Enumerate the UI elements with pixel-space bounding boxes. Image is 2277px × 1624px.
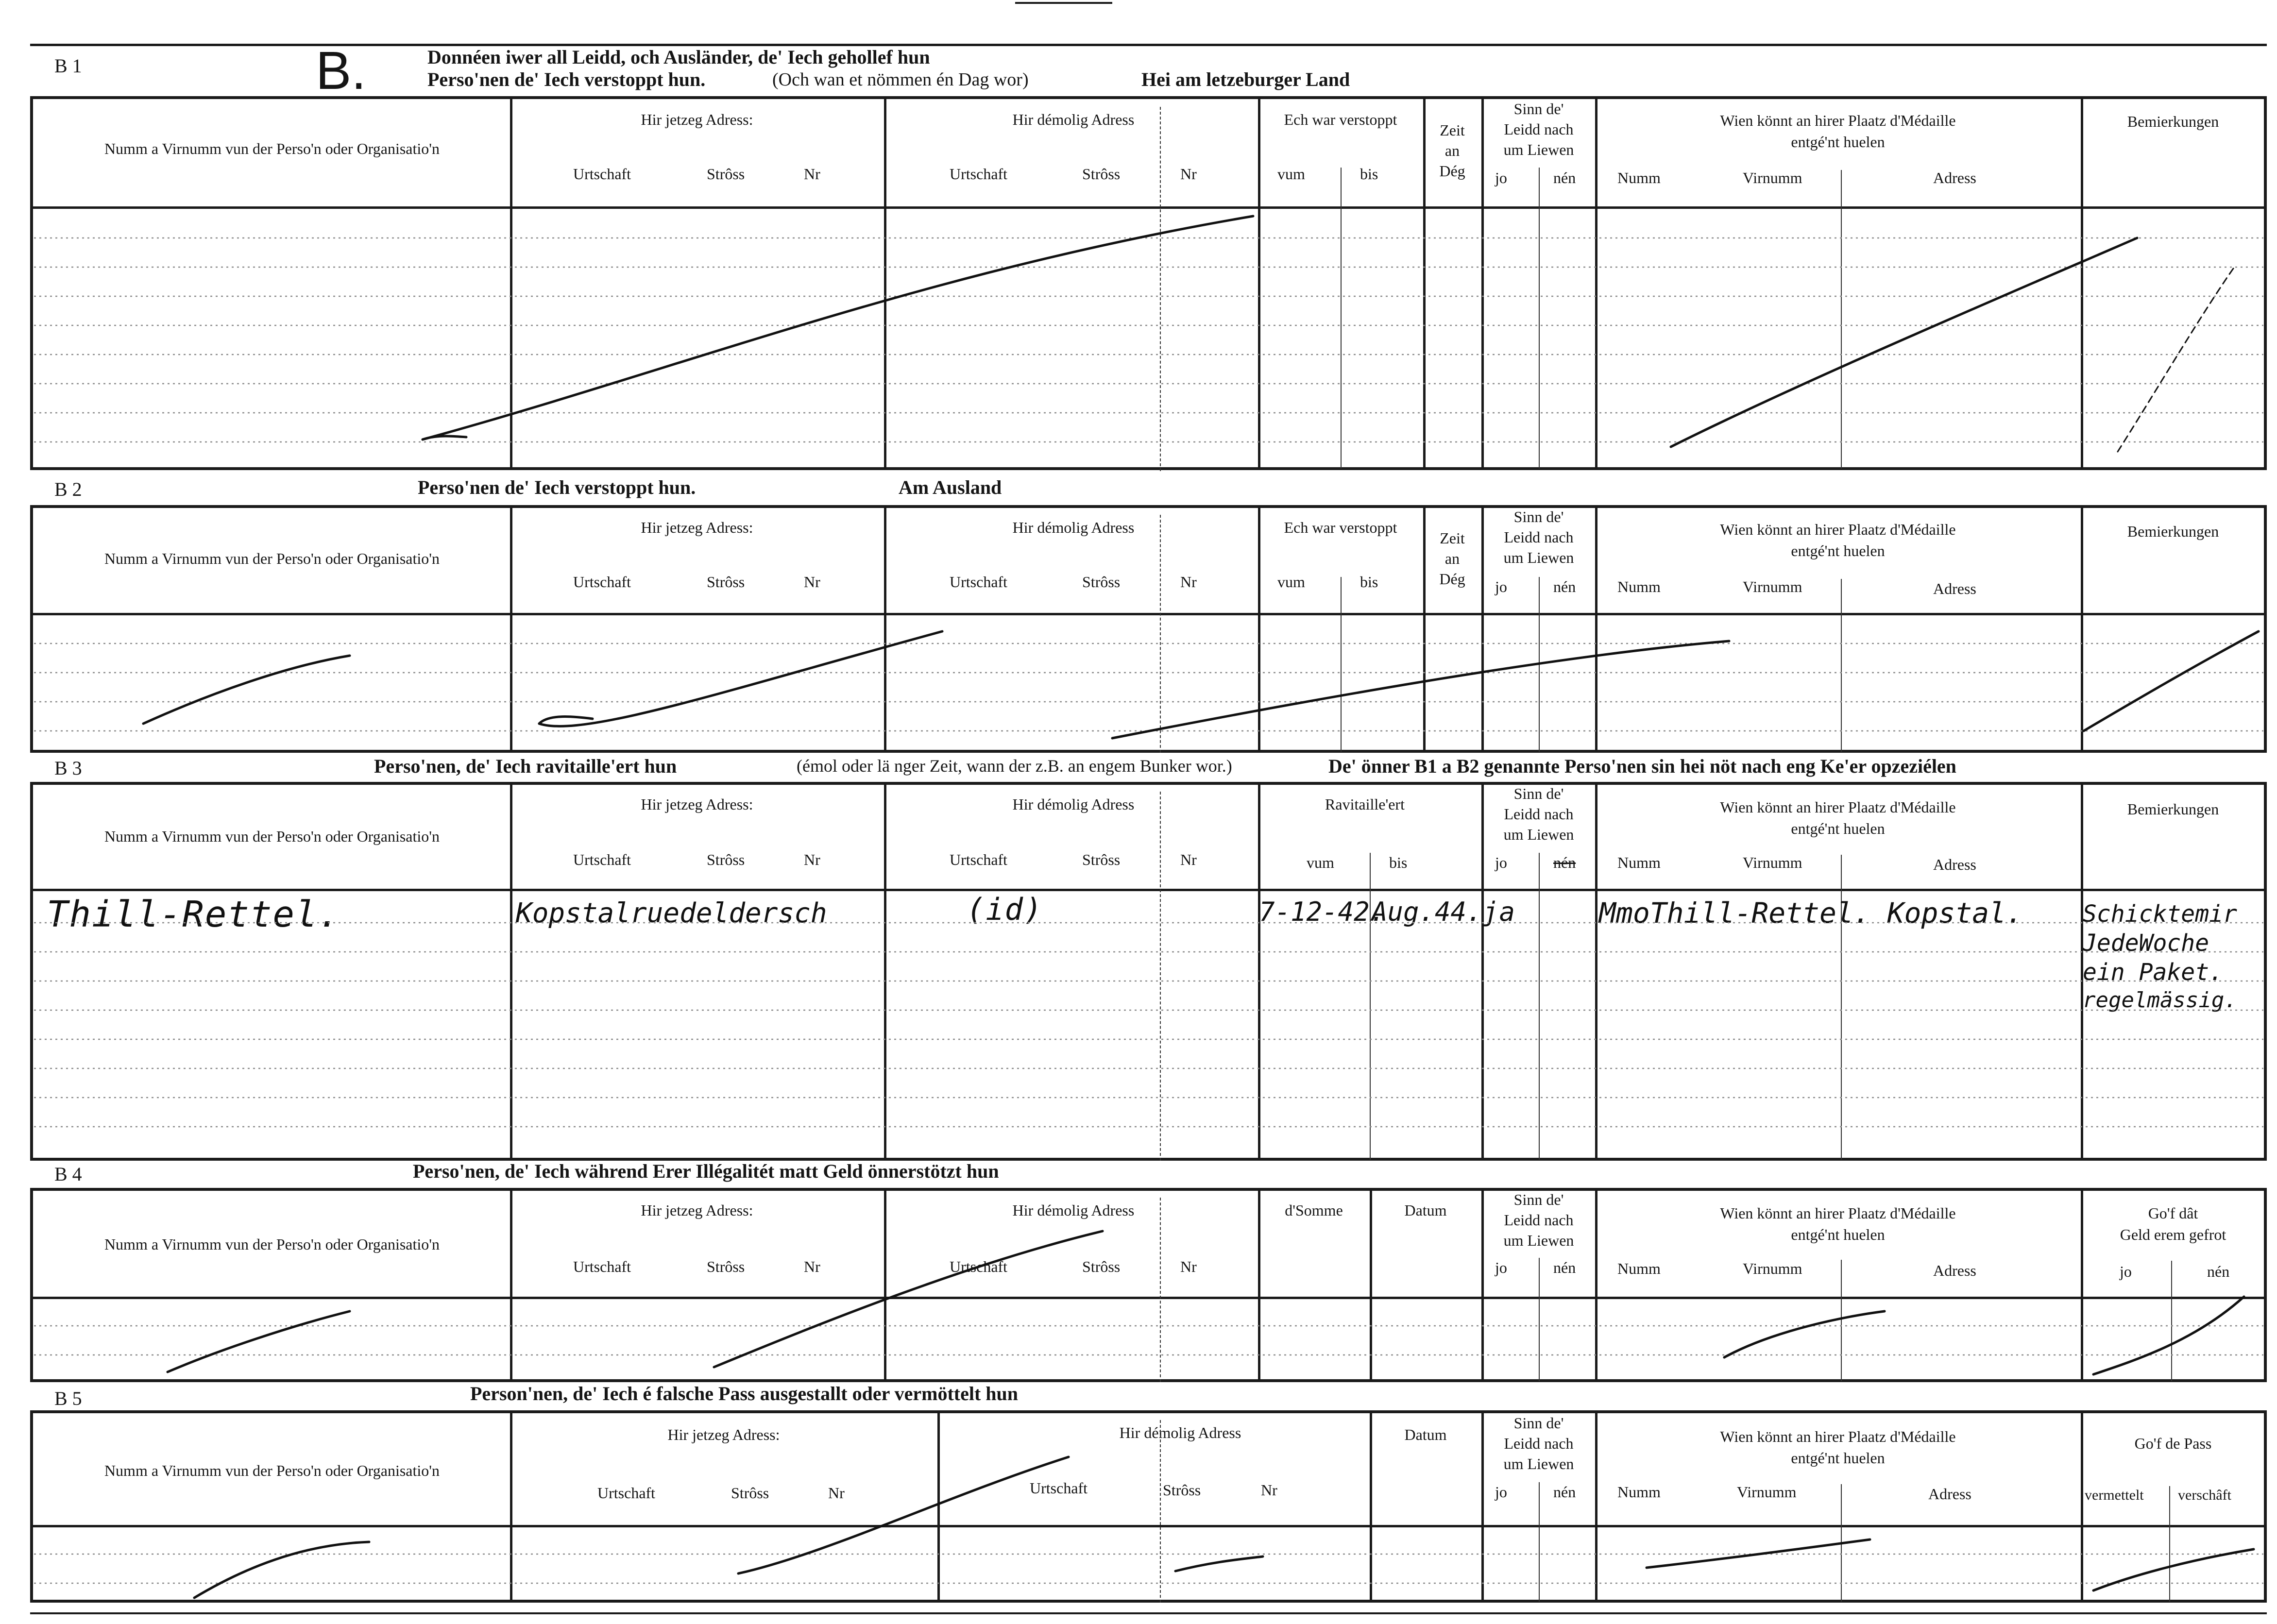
b1-jo: jo: [1495, 169, 1507, 186]
b1-remarks-header: Bemierkungen: [2127, 113, 2219, 130]
b1-an: an: [1444, 142, 1460, 159]
b3-entry-alive: ja: [1482, 897, 1516, 927]
b5-former-address-header: Hir démolig Adress: [1119, 1424, 1241, 1441]
b3-entry-address: Kopstalruedeldersch: [516, 897, 827, 929]
b5-sinn-2: Leidd nach: [1504, 1435, 1574, 1452]
b3-former-stross: Strôss: [1082, 851, 1121, 868]
b2-title-1: Perso'nen de' Iech verstoppt hun.: [418, 476, 696, 498]
b1-title-3: Hei am letzeburger Land: [1141, 68, 1350, 90]
b3-former-nr: Nr: [1180, 851, 1197, 868]
b2-code: B 2: [54, 478, 82, 500]
b4-code: B 4: [54, 1163, 82, 1185]
b5-medal-1: Wien könnt an hirer Plaatz d'Médaille: [1720, 1428, 1956, 1445]
b2-deg: Dég: [1439, 570, 1465, 588]
b4-gof-jo: jo: [2120, 1263, 2132, 1280]
b2-former-urtschaft: Urtschaft: [950, 573, 1008, 591]
b5-name-header: Numm a Virnumm vun der Perso'n oder Organisatio'n: [104, 1462, 440, 1479]
b3-entry-to: Aug.44.: [1372, 897, 1482, 927]
b4-medal-2: entgé'nt huelen: [1791, 1226, 1885, 1243]
b5-medal-2: entgé'nt huelen: [1791, 1449, 1885, 1467]
b4-gof-2: Geld erem gefrot: [2120, 1226, 2226, 1243]
b1-stross: Strôss: [707, 165, 745, 183]
b5-gof-pass: Go'f de Pass: [2134, 1435, 2212, 1452]
form-letter: B.: [316, 41, 366, 101]
b1-nen: nén: [1553, 169, 1576, 186]
b2-sinn-3: um Liewen: [1503, 549, 1574, 566]
b3-entry-former: (id): [967, 892, 1043, 927]
b2-former-address-header: Hir démolig Adress: [1012, 519, 1135, 536]
b3-virnumm: Virnumm: [1743, 854, 1802, 871]
b5-verschaft: verschâft: [2178, 1487, 2231, 1503]
b1-code: B 1: [54, 55, 82, 77]
b2-nen: nén: [1553, 578, 1576, 595]
handwritten-strokes: [143, 216, 2259, 1598]
b5-former-nr: Nr: [1261, 1481, 1277, 1499]
b4-former-address-header: Hir démolig Adress: [1012, 1201, 1135, 1219]
b4-nr: Nr: [804, 1258, 820, 1275]
b5-sinn-3: um Liewen: [1503, 1455, 1574, 1472]
b2-current-address-header: Hir jetzeg Adress:: [641, 519, 753, 536]
b2-bis: bis: [1360, 573, 1378, 591]
b2-medal-1: Wien könnt an hirer Plaatz d'Médaille: [1720, 521, 1956, 538]
b1-title-2b: (Och wan et nömmen én Dag wor): [772, 69, 1029, 90]
b4-jo: jo: [1495, 1259, 1507, 1276]
b2-name-header: Numm a Virnumm vun der Perso'n oder Organisatio'n: [104, 550, 440, 567]
b1-sinn-1: Sinn de': [1513, 100, 1564, 118]
b5-current-address-header: Hir jetzeg Adress:: [667, 1426, 780, 1443]
b3-stross: Strôss: [707, 851, 745, 868]
b3-sinn-1: Sinn de': [1513, 785, 1564, 802]
b2-jo: jo: [1495, 578, 1507, 595]
b3-numm: Numm: [1617, 854, 1661, 871]
b4-stross: Strôss: [707, 1258, 745, 1275]
b4-gof-nen: nén: [2207, 1263, 2230, 1280]
b4-numm: Numm: [1617, 1260, 1661, 1277]
b1-medal-2: entgé'nt huelen: [1791, 133, 1885, 151]
b2-former-stross: Strôss: [1082, 573, 1121, 591]
b2-vum: vum: [1277, 573, 1305, 591]
b5-code: B 5: [54, 1387, 82, 1409]
b3-entry-remark-2: JedeWoche: [2083, 930, 2209, 957]
b5-date-header: Datum: [1404, 1426, 1447, 1443]
b5-virnumm: Virnumm: [1737, 1483, 1797, 1501]
b3-current-address-header: Hir jetzeg Adress:: [641, 795, 753, 813]
b2-remarks-header: Bemierkungen: [2127, 523, 2219, 540]
b4-sum-header: d'Somme: [1285, 1201, 1343, 1219]
b4-sinn-1: Sinn de': [1513, 1191, 1564, 1208]
dotted-lines: [34, 238, 2263, 1583]
b3-former-urtschaft: Urtschaft: [950, 851, 1008, 868]
b3-jo: jo: [1495, 854, 1507, 871]
b2-urtschaft: Urtschaft: [573, 573, 631, 591]
b5-former-stross: Strôss: [1163, 1481, 1201, 1499]
b5-urtschaft: Urtschaft: [597, 1484, 656, 1502]
b4-former-stross: Strôss: [1082, 1258, 1121, 1275]
b4-current-address-header: Hir jetzeg Adress:: [641, 1201, 753, 1219]
b1-deg: Dég: [1439, 162, 1465, 180]
b5-nr: Nr: [828, 1484, 845, 1502]
b4-medal-1: Wien könnt an hirer Plaatz d'Médaille: [1720, 1204, 1956, 1222]
b3-ravit-header: Ravitaille'ert: [1325, 795, 1405, 813]
b3-former-address-header: Hir démolig Adress: [1012, 795, 1135, 813]
b3-title-1: Perso'nen, de' Iech ravitaille'ert hun: [374, 755, 677, 777]
b4-date-header: Datum: [1404, 1201, 1447, 1219]
b3-nr: Nr: [804, 851, 820, 868]
b5-title-1: Person'nen, de' Iech é falsche Pass ausgestallt oder vermöttelt hun: [470, 1383, 1019, 1404]
b4-former-nr: Nr: [1180, 1258, 1197, 1275]
b4-sinn-2: Leidd nach: [1504, 1211, 1574, 1229]
b1-current-address-header: Hir jetzeg Adress:: [641, 111, 753, 128]
b1-numm: Numm: [1617, 169, 1661, 186]
b4-title-1: Perso'nen, de' Iech während Erer Illégalitét matt Geld önnerstötzt hun: [413, 1160, 999, 1182]
b5-stross: Strôss: [731, 1484, 769, 1502]
b4-gof-1: Go'f dât: [2148, 1204, 2198, 1222]
b5-adress: Adress: [1928, 1485, 1971, 1503]
b1-bis: bis: [1360, 165, 1378, 183]
b1-title-1: Donnéen iwer all Leidd, och Ausländer, de' Iech gehollef hun: [427, 46, 930, 68]
b3-medal-2: entgé'nt huelen: [1791, 820, 1885, 837]
b1-virnumm: Virnumm: [1743, 169, 1802, 186]
b3-bis: bis: [1389, 854, 1408, 871]
b2-virnumm: Virnumm: [1743, 578, 1802, 595]
b1-nr: Nr: [804, 165, 820, 183]
b4-virnumm: Virnumm: [1743, 1260, 1802, 1277]
b1-former-address-header: Hir démolig Adress: [1012, 111, 1135, 128]
b2-adress: Adress: [1933, 580, 1976, 597]
b3-remarks-header: Bemierkungen: [2127, 800, 2219, 818]
b3-entry-remark-1: Schicktemir: [2083, 900, 2237, 928]
b3-entry-from: 7-12-42.: [1259, 897, 1386, 927]
b2-stross: Strôss: [707, 573, 745, 591]
b3-sinn-3: um Liewen: [1503, 826, 1574, 843]
b1-name-header: Numm a Virnumm vun der Perso'n oder Organisatio'n: [104, 140, 440, 157]
b3-code: B 3: [54, 757, 82, 779]
b5-vermettelt: vermettelt: [2085, 1487, 2144, 1503]
b1-title-2: Perso'nen de' Iech verstoppt hun.: [427, 68, 706, 90]
b2-title-2: Am Ausland: [899, 476, 1002, 498]
b3-urtschaft: Urtschaft: [573, 851, 631, 868]
b5-nen: nén: [1553, 1483, 1576, 1501]
b2-sinn-1: Sinn de': [1513, 508, 1564, 525]
b1-former-urtschaft: Urtschaft: [950, 165, 1008, 183]
b2-an: an: [1444, 550, 1460, 567]
b1-medal-1: Wien könnt an hirer Plaatz d'Médaille: [1720, 112, 1956, 129]
b2-zeit: Zeit: [1440, 529, 1465, 547]
b1-former-stross: Strôss: [1082, 165, 1121, 183]
b4-name-header: Numm a Virnumm vun der Perso'n oder Organisatio'n: [104, 1235, 440, 1253]
b1-sinn-3: um Liewen: [1503, 141, 1574, 158]
b4-urtschaft: Urtschaft: [573, 1258, 631, 1275]
b2-medal-2: entgé'nt huelen: [1791, 542, 1885, 559]
b5-former-urtschaft: Urtschaft: [1030, 1479, 1088, 1497]
b3-entry-remark-3: ein Paket.: [2083, 959, 2223, 986]
b2-former-nr: Nr: [1180, 573, 1197, 591]
b2-hidden-header: Ech war verstoppt: [1284, 519, 1397, 536]
b2-numm: Numm: [1617, 578, 1661, 595]
b3-title-2: De' önner B1 a B2 genannte Perso'nen sin hei nöt nach eng Ke'er opzeziélen: [1328, 755, 1956, 777]
b4-former-urtschaft: Urtschaft: [950, 1258, 1008, 1275]
b3-name-header: Numm a Virnumm vun der Perso'n oder Organisatio'n: [104, 828, 440, 845]
b3-nen: nén: [1553, 854, 1576, 871]
b3-adress: Adress: [1933, 856, 1976, 873]
b3-sinn-2: Leidd nach: [1504, 805, 1574, 823]
b1-zeit: Zeit: [1440, 121, 1465, 139]
b3-medal-1: Wien könnt an hirer Plaatz d'Médaille: [1720, 798, 1956, 816]
b4-sinn-3: um Liewen: [1503, 1232, 1574, 1249]
b5-sinn-1: Sinn de': [1513, 1414, 1564, 1432]
b1-sinn-2: Leidd nach: [1504, 120, 1574, 138]
b3-entry-medal: MmoThill-Rettel. Kopstal.: [1599, 897, 2023, 930]
b1-former-nr: Nr: [1180, 165, 1197, 183]
b5-numm: Numm: [1617, 1483, 1661, 1501]
b1-hidden-header: Ech war verstoppt: [1284, 111, 1397, 128]
b3-entry-name: Thill-Rettel.: [47, 894, 341, 935]
b3-vum: vum: [1307, 854, 1334, 871]
b3-entry-remark-4: regelmässig.: [2083, 988, 2237, 1013]
b1-vum: vum: [1277, 165, 1305, 183]
b3-title-1b: (émol oder lä nger Zeit, wann der z.B. an engem Bunker wor.): [797, 756, 1232, 776]
b2-nr: Nr: [804, 573, 820, 591]
b5-jo: jo: [1495, 1483, 1507, 1501]
b1-urtschaft: Urtschaft: [573, 165, 631, 183]
b4-adress: Adress: [1933, 1262, 1976, 1279]
b2-sinn-2: Leidd nach: [1504, 528, 1574, 546]
b1-adress: Adress: [1933, 169, 1976, 186]
b4-nen: nén: [1553, 1259, 1576, 1276]
